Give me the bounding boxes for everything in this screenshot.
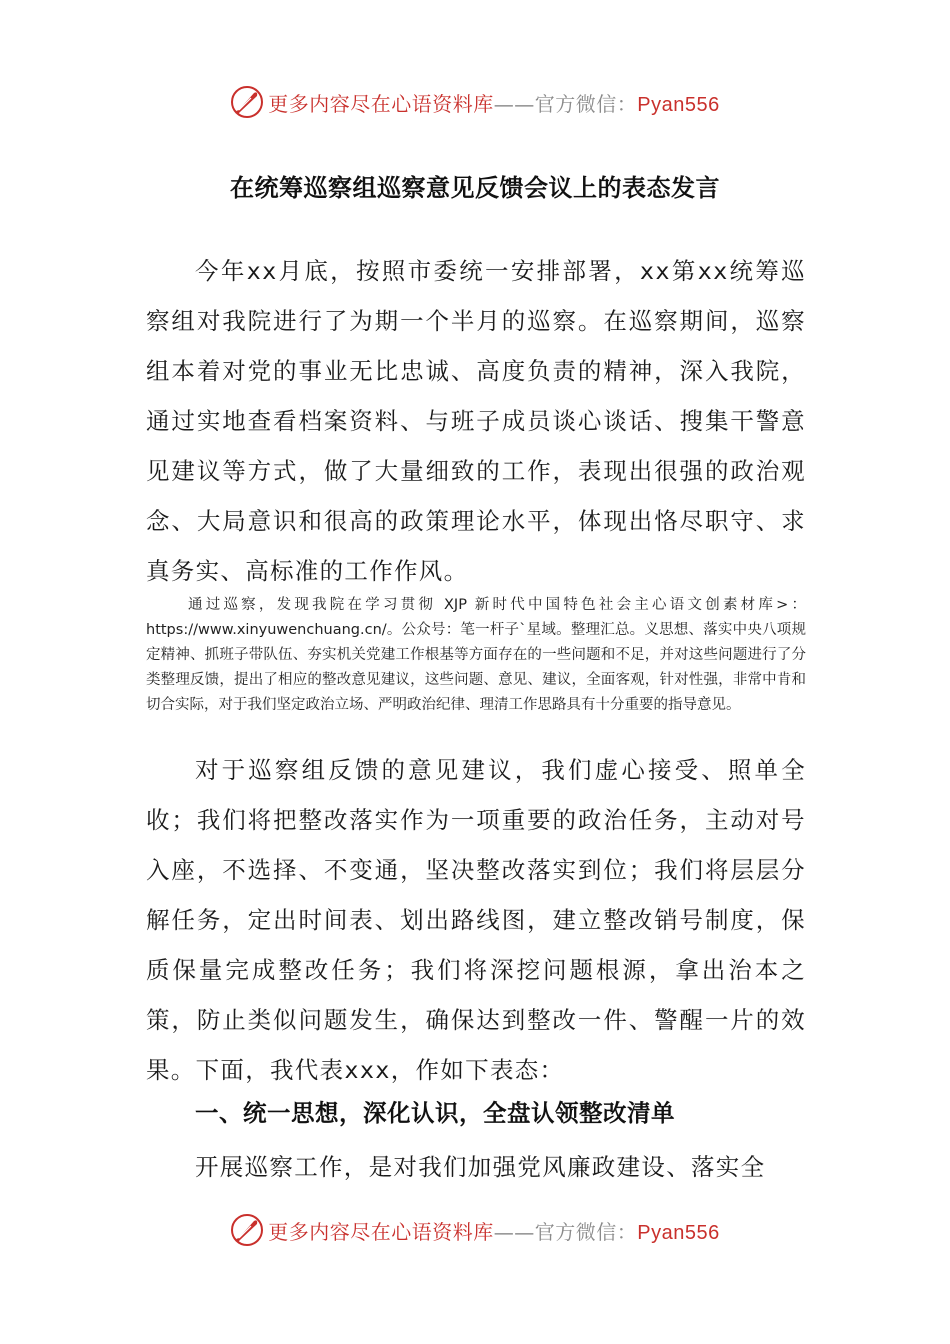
document-title: 在统筹巡察组巡察意见反馈会议上的表态发言 bbox=[230, 173, 720, 202]
banner-text: 更多内容尽在心语资料库——官方微信：Pyan556 bbox=[268, 91, 720, 116]
quill-logo-icon bbox=[230, 1213, 264, 1247]
section-heading-1: 一、统一思想，深化认识，全盘认领整改清单 bbox=[195, 1099, 675, 1127]
header-banner bbox=[0, 82, 950, 122]
quill-logo-icon bbox=[230, 85, 264, 119]
footer-banner bbox=[0, 1210, 950, 1250]
paragraph-2: 对于巡察组反馈的意见建议，我们虚心接受、照单全收；我们将把整改落实作为一项重要的政治任务，主动对号入座，不选择、不变通，坚决整改落实到位；我们将层层分解任务，定出时间表、划出路线图，建立整改销号制度，保质保量完成整改任务；我们将深挖问题根源，拿出治本之策，防止类似问题发生，确保达到整改一件、警醒一片的效果。下面，我代表xxx，作如下表态： bbox=[146, 756, 806, 1084]
paragraph-3: 开展巡察工作，是对我们加强党风廉政建设、落实全 bbox=[195, 1153, 766, 1181]
paragraph-1: 今年xx月底，按照市委统一安排部署，xx第xx统筹巡察组对我院进行了为期一个半月的巡察。在巡察期间，巡察组本着对党的事业无比忠诚、高度负责的精神，深入我院，通过实地查看档案资料、与班子成员谈心谈话、搜集干警意见建议等方式，做了大量细致的工作，表现出很强的政治观念、大局意识和很高的政策理论水平，体现出恪尽职守、求真务实、高标准的工作作风。 bbox=[146, 257, 806, 585]
banner-text: 更多内容尽在心语资料库——官方微信：Pyan556 bbox=[268, 1219, 720, 1244]
paragraph-small-print: 通过巡察，发现我院在学习贯彻 XJP 新时代中国特色社会主心语文创素材库>：https://www.xinyuwenchuang.cn/。公众号：笔一杆子`星域。整理汇总。义思想、落实中央八项规定精神、抓班子带队伍、夯实机关党建工作根基等方面存在的一些问题和不足，并对这些问题进行了分类整理反馈，提出了相应的整改意见建议，这些问题、意见、建议，全面客观，针对性强，非常中肯和切合实际，对于我们坚定政治立场、严明政治纪律、理清工作思路具有十分重要的指导意见。 bbox=[146, 597, 806, 713]
